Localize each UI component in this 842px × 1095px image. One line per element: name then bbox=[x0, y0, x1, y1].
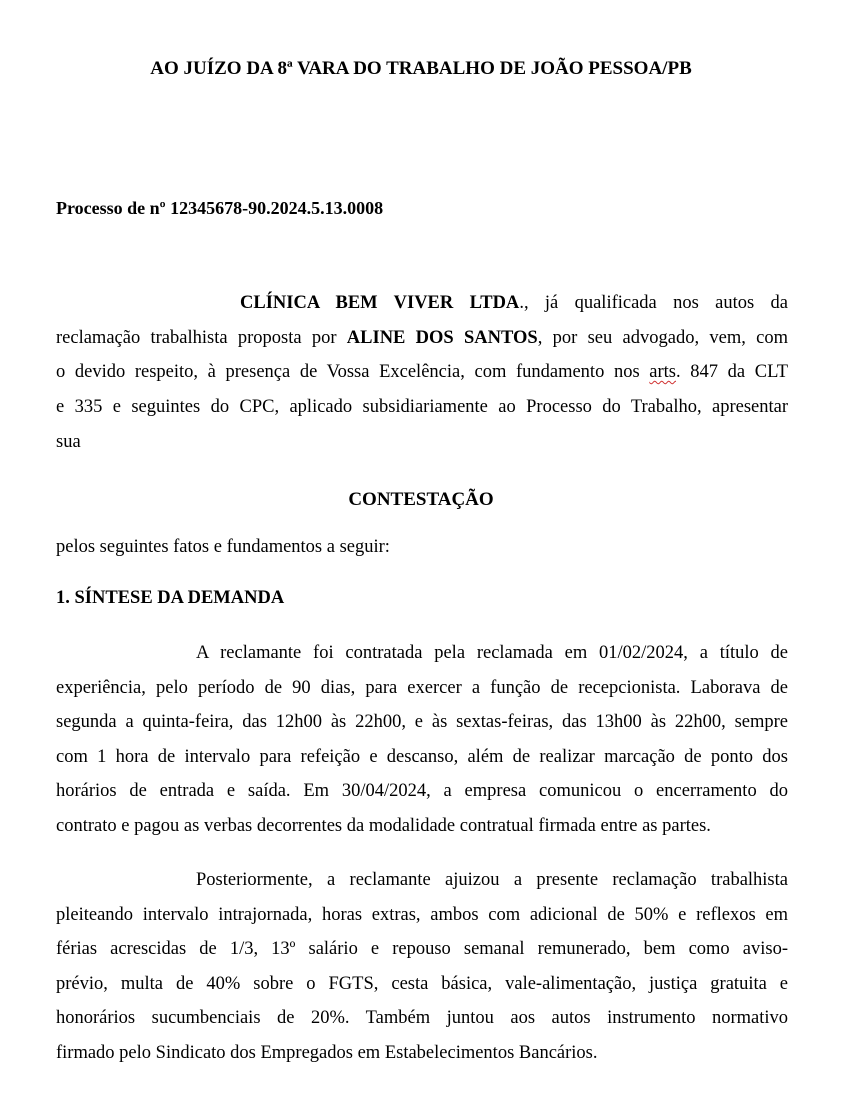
document-title: CONTESTAÇÃO bbox=[348, 489, 494, 510]
spellcheck-word[interactable]: arts bbox=[649, 362, 677, 382]
intro-text: . 847 da CLT bbox=[676, 362, 788, 382]
intro-line-1 bbox=[240, 292, 788, 314]
after-title-text: pelos seguintes fatos e fundamentos a seguir: bbox=[56, 537, 390, 557]
intro-line-3 bbox=[56, 361, 788, 383]
court-header: AO JUÍZO DA 8ª VARA DO TRABALHO DE JOÃO PESSOA/PB bbox=[150, 58, 692, 79]
intro-line-5: sua bbox=[56, 432, 81, 452]
paragraph-2-line: honorários sucumbenciais de 20%. Também juntou aos autos instrumento normativo bbox=[56, 1008, 788, 1028]
section-heading: 1. SÍNTESE DA DEMANDA bbox=[56, 588, 285, 608]
company-name: CLÍNICA BEM VIVER LTDA bbox=[240, 293, 520, 313]
paragraph-2-line: pleiteando intervalo intrajornada, horas extras, ambos com adicional de 50% e reflexos em bbox=[56, 905, 788, 925]
intro-line-2 bbox=[56, 327, 788, 349]
paragraph-1-line: horários de entrada e saída. Em 30/04/2024, a empresa comunicou o encerramento do bbox=[56, 781, 788, 801]
paragraph-2-line: firmado pelo Sindicato dos Empregados em Estabelecimentos Bancários. bbox=[56, 1043, 598, 1063]
paragraph-1-line: segunda a quinta-feira, das 12h00 às 22h00, e às sextas-feiras, das 13h00 às 22h00, sempre bbox=[56, 712, 788, 732]
paragraph-1-line: A reclamante foi contratada pela reclamada em 01/02/2024, a título de bbox=[196, 643, 788, 663]
paragraph-2-line: prévio, multa de 40% sobre o FGTS, cesta básica, vale-alimentação, justiça gratuita e bbox=[56, 974, 788, 994]
intro-text: , por seu advogado, vem, com bbox=[537, 328, 788, 348]
paragraph-1-line: experiência, pelo período de 90 dias, para exercer a função de recepcionista. Laborava de bbox=[56, 678, 788, 698]
process-number: Processo de nº 12345678-90.2024.5.13.0008 bbox=[56, 198, 384, 218]
paragraph-1-line: contrato e pagou as verbas decorrentes da modalidade contratual firmada entre as partes. bbox=[56, 816, 711, 836]
intro-text: o devido respeito, à presença de Vossa Excelência, com fundamento nos bbox=[56, 362, 650, 382]
intro-text: reclamação trabalhista proposta por bbox=[56, 328, 347, 348]
intro-line-4: e 335 e seguintes do CPC, aplicado subsidiariamente ao Processo do Trabalho, apresentar bbox=[56, 397, 788, 417]
intro-text: ., já qualificada nos autos da bbox=[519, 293, 788, 313]
paragraph-2-line: férias acrescidas de 1/3, 13º salário e repouso semanal remunerado, bem como aviso- bbox=[56, 939, 788, 959]
claimant-name: ALINE DOS SANTOS bbox=[346, 328, 538, 348]
paragraph-2-line: Posteriormente, a reclamante ajuizou a presente reclamação trabalhista bbox=[196, 870, 788, 890]
paragraph-1-line: com 1 hora de intervalo para refeição e descanso, além de realizar marcação de ponto dos bbox=[56, 747, 788, 767]
